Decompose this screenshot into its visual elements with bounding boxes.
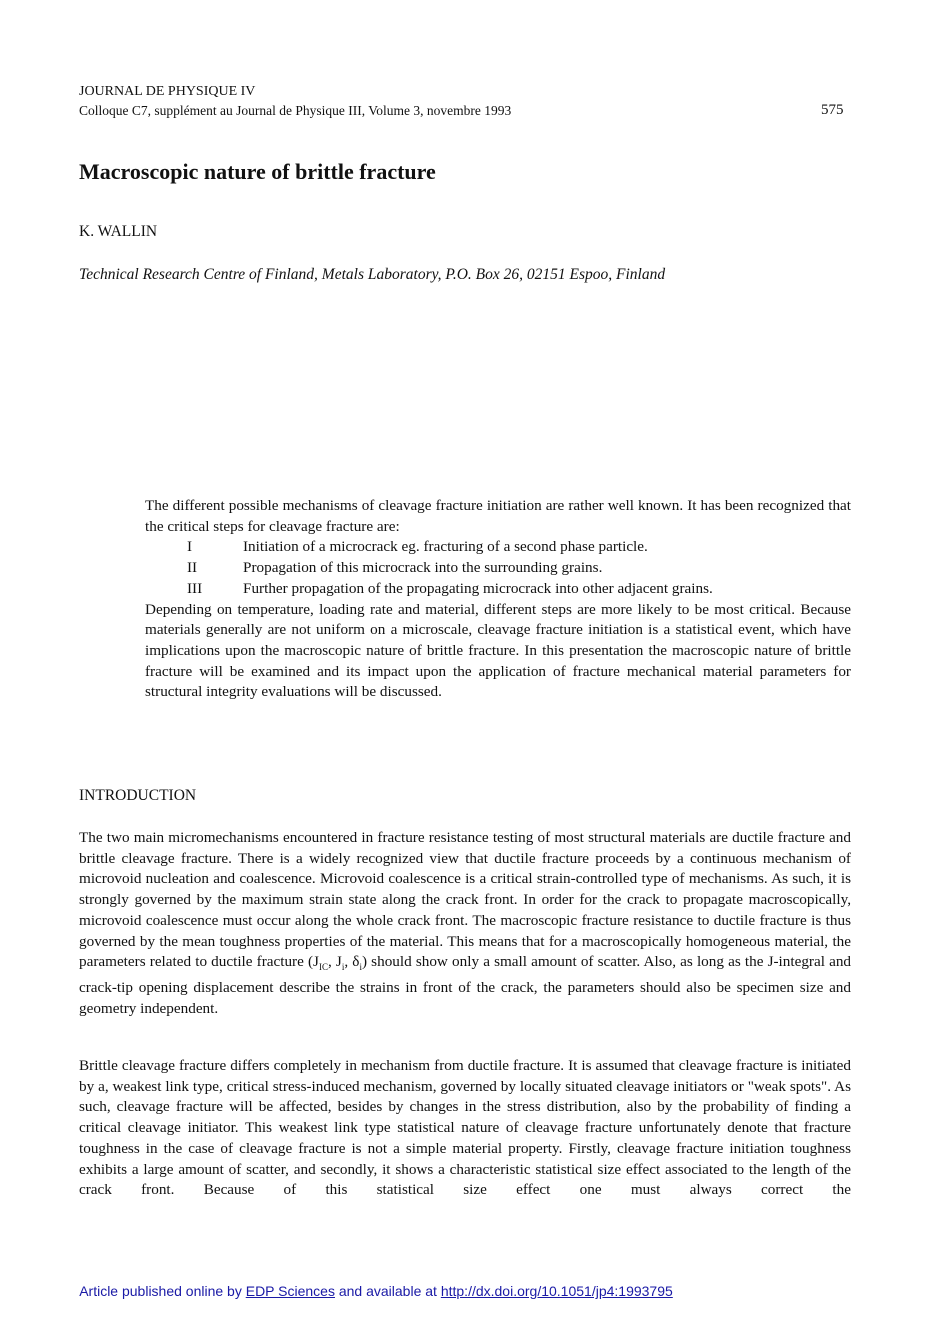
step-text: Initiation of a microcrack eg. fracturing of a second phase particle. bbox=[243, 538, 648, 556]
list-item bbox=[145, 558, 851, 579]
step-number: II bbox=[187, 559, 198, 577]
abstract-body: Depending on temperature, loading rate and material, different steps are more likely to be most critical. Because materials generally are not uniform on a microscale, cleavage fracture initiation is a statistical event, which have implications upon the macroscopic nature of brittle fracture. In this presentation the macroscopic nature of brittle fracture will be examined and its impact upon the application of fracture mechanical material parameters for structural integrity evaluations will be discussed. bbox=[145, 600, 851, 701]
journal-name: JOURNAL DE PHYSIQUE IV bbox=[79, 84, 256, 99]
intro-paragraph-1 bbox=[79, 828, 851, 1019]
footer-middle: and available at bbox=[334, 1283, 441, 1299]
step-text: Propagation of this microcrack into the surrounding grains. bbox=[243, 559, 603, 577]
subscript-ic: IC bbox=[318, 962, 328, 973]
section-heading-introduction: INTRODUCTION bbox=[79, 787, 197, 804]
edp-sciences-link[interactable]: EDP Sciences bbox=[245, 1283, 335, 1299]
footer-prefix: Article published online by bbox=[79, 1283, 246, 1299]
colloque-line: Colloque C7, supplément au Journal de Physique III, Volume 3, novembre 1993 bbox=[79, 103, 512, 118]
paragraph-text: ) should show only a small amount of scatter. Also, as long as the J-integral and crack-tip opening displacement describe the strains in front of the crack, the parameters should also be specimen size and geometry independent. bbox=[79, 953, 852, 1017]
article-title: Macroscopic nature of brittle fracture bbox=[79, 159, 436, 184]
step-number: I bbox=[187, 538, 193, 556]
paragraph-text: Brittle cleavage fracture differs completely in mechanism from ductile fracture. It is assumed that cleavage fracture is initiated by a, weakest link type, critical stress-induced mechanism, governed by locally situated cleavage initiators or "weak spots". As such, cleavage fracture will be affected, besides by changes in the stress distribution, also by the probability of finding a critical cleavage initiator. This weakest link type statistical nature of cleavage fracture unfortunately denote that fracture toughness in the case of cleavage fracture is not a simple material property. Firstly, cleavage fracture initiation toughness exhibits a large amount of scatter, and secondly, it shows a characteristic statistical size effect associated to the length of the crack front. Because of this statistical size effect one must always correct the bbox=[79, 1057, 851, 1199]
doi-link[interactable]: http://dx.doi.org/10.1051/jp4:1993795 bbox=[440, 1283, 673, 1299]
paragraph-text: , δ bbox=[344, 953, 360, 971]
step-number: III bbox=[187, 579, 203, 597]
author-affiliation: Technical Research Centre of Finland, Metals Laboratory, P.O. Box 26, 02151 Espoo, Finland bbox=[79, 266, 666, 283]
author-name: K. WALLIN bbox=[79, 223, 158, 240]
list-item bbox=[145, 537, 851, 558]
list-item bbox=[145, 579, 851, 600]
abstract bbox=[145, 496, 851, 703]
paragraph-text: The two main micromechanisms encountered in fracture resistance testing of most structural materials are ductile fracture and brittle cleavage fracture. There is a widely recognized view that ductile fracture proceeds by a continuous mechanism of microvoid nucleation and coalescence. Microvoid coalescence is a critical strain-controlled type of mechanisms. As such, it is strongly governed by the maximum strain state along the crack front. In order for the crack to propagate macroscopically, microvoid coalescence must occur along the whole crack front. The macroscopic fracture resistance to ductile fracture is thus governed by the mean toughness properties of the material. This means that for a macroscopically homogeneous material, the parameters related to ductile fracture (J bbox=[79, 829, 851, 971]
step-text: Further propagation of the propagating microcrack into other adjacent grains. bbox=[243, 579, 713, 597]
abstract-intro: The different possible mechanisms of cleavage fracture initiation are rather well known. It has been recognized that the critical steps for cleavage fracture are: bbox=[145, 497, 851, 535]
page-number: 575 bbox=[821, 102, 844, 118]
subscript-i: i bbox=[359, 962, 362, 973]
publication-footer bbox=[0, 1282, 752, 1300]
subscript-i: i bbox=[341, 962, 345, 973]
paragraph-text: , J bbox=[327, 953, 342, 971]
intro-paragraph-2 bbox=[79, 1056, 851, 1201]
cleavage-steps-list bbox=[145, 537, 851, 599]
